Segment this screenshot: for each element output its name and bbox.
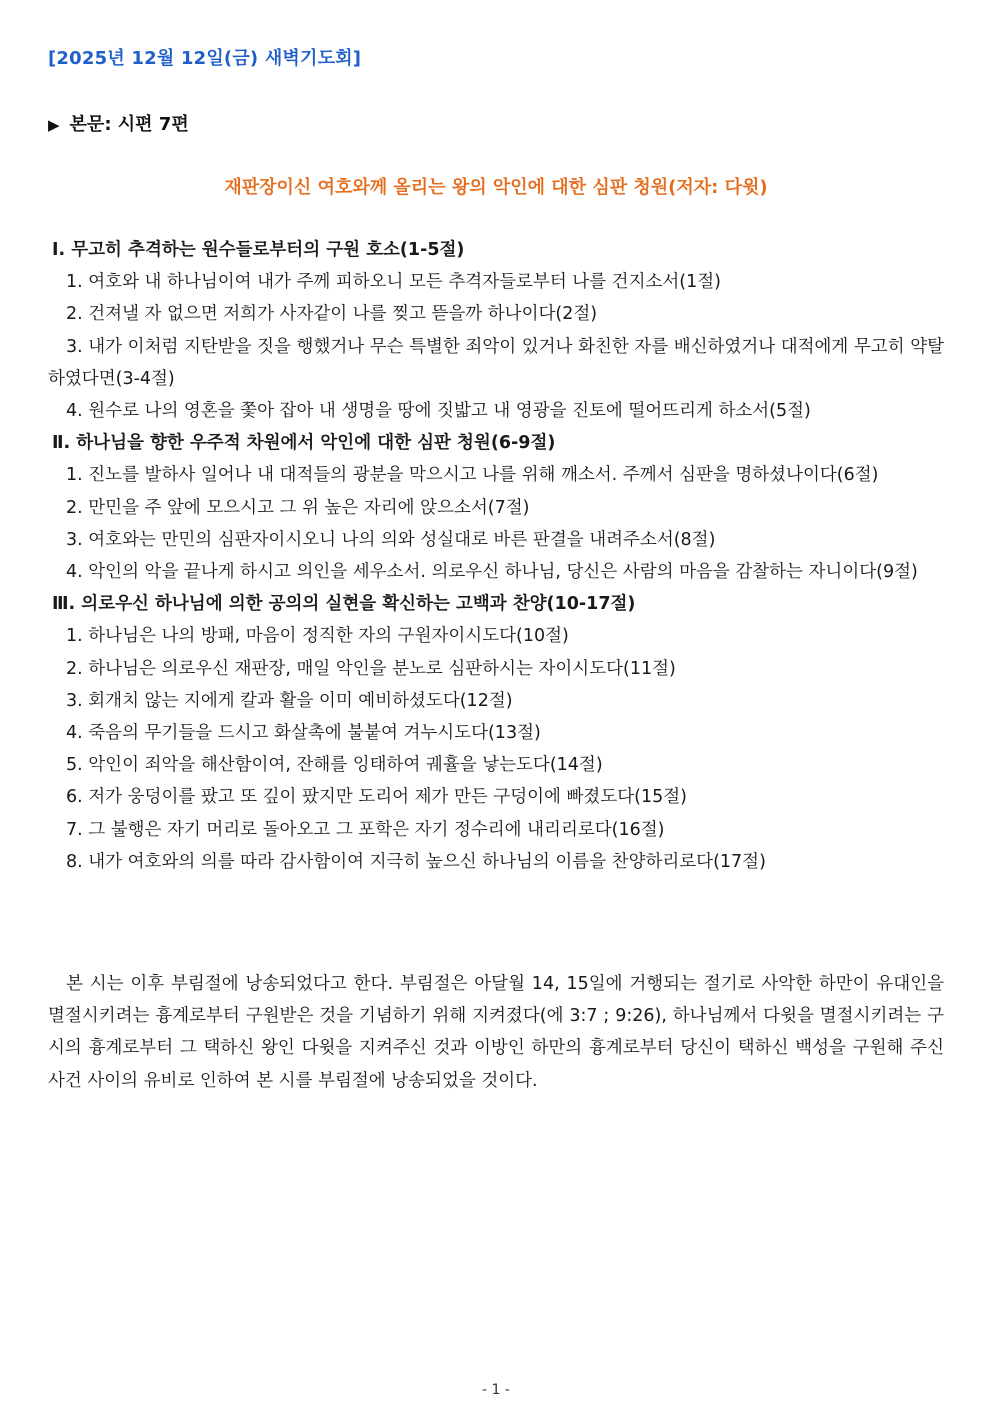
- outline-item: 3. 내가 이처럼 지탄받을 짓을 행했거나 무슨 특별한 죄악이 있거나 화친한 자를 배신하였거나 대적에게 무고히 약탈하였다면(3-4절): [48, 336, 944, 389]
- passage-line: [48, 110, 189, 136]
- outline-item: 1. 여호와 내 하나님이여 내가 주께 피하오니 모든 추격자들로부터 나를 건지소서(1절): [66, 272, 721, 293]
- outline-item: 4. 원수로 나의 영혼을 쫓아 잡아 내 생명을 땅에 짓밟고 내 영광을 진토에 떨어뜨리게 하소서(5절): [66, 401, 811, 422]
- closing-note: 본 시는 이후 부림절에 낭송되었다고 한다. 부림절은 아달월 14, 15일에 거행되는 절기로 사악한 하만이 유대인을 멸절시키려는 흉계로부터 구원받은 것을 기념하기 위해 지켜졌다(에 3:7 ; 9:26), 하나님께서 다윗을 멸절시키려는 구시의 흉계로부터 그 택하신 왕인 다윗을 지켜주신 것과 이방인 하만의 흉계로부터 당신이 택하신 백성을 구원해 주신 사건 사이의 유비로 인하여 본 시를 부림절에 낭송되었을 것이다.: [48, 974, 944, 1091]
- outline-item: 3. 회개치 않는 지에게 칼과 활을 이미 예비하셨도다(12절): [66, 690, 513, 711]
- outline-item: 1. 진노를 발하사 일어나 내 대적들의 광분을 막으시고 나를 위해 깨소서. 주께서 심판을 명하셨나이다(6절): [66, 465, 879, 486]
- outline-item: 2. 하나님은 의로우신 재판장, 매일 악인을 분노로 심판하시는 자이시도다(11절): [66, 658, 676, 679]
- service-date-header: [2025년 12월 12일(금) 새벽기도회]: [48, 48, 362, 69]
- sermon-title: 재판장이신 여호와께 올리는 왕의 악인에 대한 심판 청원(저자: 다윗): [224, 177, 768, 198]
- outline-item: 4. 악인의 악을 끝나게 하시고 의인을 세우소서. 의로우신 하나님, 당신은 사람의 마음을 감찰하는 자니이다(9절): [66, 562, 918, 583]
- outline-item: 6. 저가 웅덩이를 팠고 또 깊이 팠지만 도리어 제가 만든 구덩이에 빠졌도다(15절): [66, 787, 687, 808]
- outline: [48, 234, 944, 878]
- section-heading-3: Ⅲ. 의로우신 하나님에 의한 공의의 실현을 확신하는 고백과 찬양(10-17절): [52, 594, 636, 615]
- outline-item: 5. 악인이 죄악을 해산함이여, 잔해를 잉태하여 궤휼을 낳는도다(14절): [66, 755, 603, 776]
- play-triangle-icon: ▶: [48, 116, 60, 134]
- outline-item: 3. 여호와는 만민의 심판자이시오니 나의 의와 성실대로 바른 판결을 내려주소서(8절): [66, 529, 716, 550]
- outline-item: 2. 건져낼 자 없으면 저희가 사자같이 나를 찢고 뜯을까 하나이다(2절): [66, 304, 598, 325]
- outline-item: 2. 만민을 주 앞에 모으시고 그 위 높은 자리에 앉으소서(7절): [66, 497, 530, 518]
- section-heading-2: Ⅱ. 하나님을 향한 우주적 차원에서 악인에 대한 심판 청원(6-9절): [52, 433, 556, 454]
- passage-label: 본문: 시편 7편: [69, 114, 189, 135]
- outline-item: 4. 죽음의 무기들을 드시고 화살촉에 불붙여 겨누시도다(13절): [66, 723, 541, 744]
- outline-item: 1. 하나님은 나의 방패, 마음이 정직한 자의 구원자이시도다(10절): [66, 626, 569, 647]
- page-number: - 1 -: [482, 1382, 510, 1398]
- outline-item: 7. 그 불행은 자기 머리로 돌아오고 그 포학은 자기 정수리에 내리리로다(16절): [66, 819, 665, 840]
- section-heading-1: Ⅰ. 무고히 추격하는 원수들로부터의 구원 호소(1-5절): [52, 240, 465, 260]
- outline-item: 8. 내가 여호와의 의를 따라 감사함이여 지극히 높으신 하나님의 이름을 찬양하리로다(17절): [66, 851, 766, 872]
